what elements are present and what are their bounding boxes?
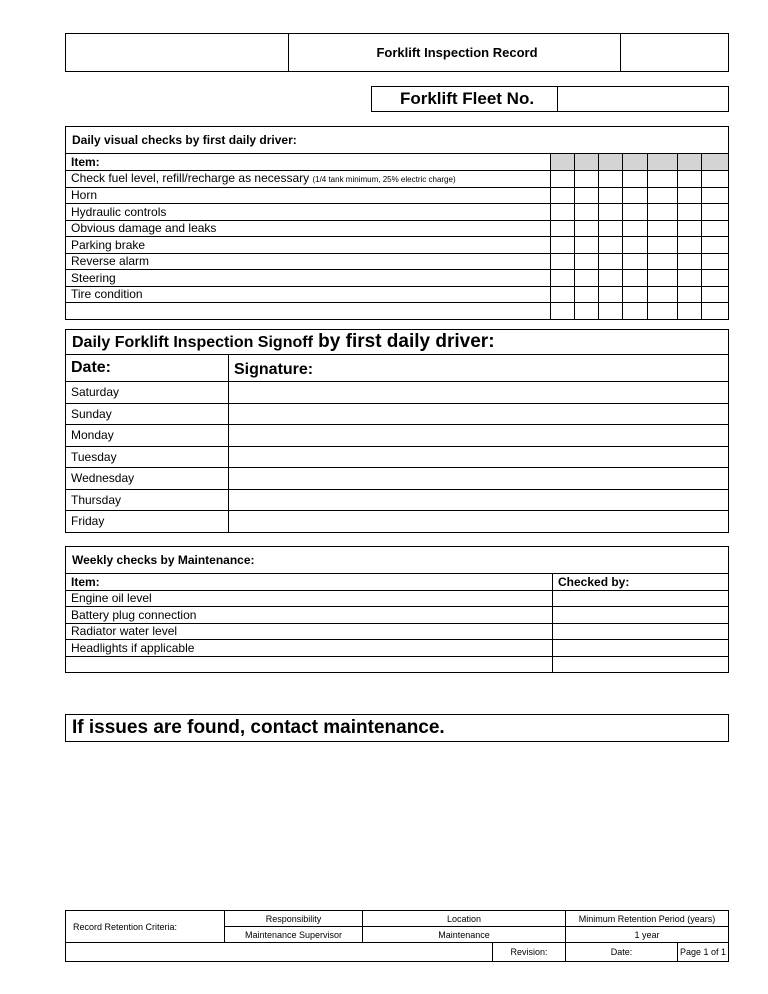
responsibility-value: Maintenance Supervisor	[225, 927, 363, 943]
weekly-check-item: Engine oil level	[66, 590, 553, 607]
signature-field[interactable]	[229, 446, 729, 468]
check-box-cell[interactable]	[678, 253, 702, 270]
weekly-check-row	[66, 590, 729, 607]
signoff-title-sub: by first daily driver:	[312, 331, 495, 352]
signoff-day: Saturday	[66, 382, 229, 404]
check-box-cell[interactable]	[598, 220, 622, 237]
check-box-cell[interactable]	[647, 253, 678, 270]
check-box-cell[interactable]	[598, 237, 622, 254]
check-box-cell[interactable]	[622, 237, 647, 254]
daily-check-item	[66, 303, 551, 320]
daily-check-item	[66, 237, 551, 254]
daily-check-row	[66, 237, 729, 254]
retention-period-label: Minimum Retention Period (years)	[566, 911, 729, 927]
daily-check-row	[66, 303, 729, 320]
weekly-check-item: Battery plug connection	[66, 607, 553, 624]
check-box-cell[interactable]	[647, 220, 678, 237]
weekly-item-header: Item:	[66, 574, 553, 591]
check-box-cell[interactable]	[622, 170, 647, 187]
daily-checks-table	[65, 126, 729, 320]
checked-by-field[interactable]	[553, 590, 729, 607]
header-left-cell	[66, 34, 289, 72]
signoff-row	[66, 468, 729, 490]
signoff-row	[66, 446, 729, 468]
fleet-number-field[interactable]	[558, 87, 729, 112]
check-box-cell[interactable]	[678, 170, 702, 187]
check-box-cell[interactable]	[622, 253, 647, 270]
daily-check-item	[66, 204, 551, 221]
check-box-cell[interactable]	[622, 220, 647, 237]
weekly-check-row	[66, 623, 729, 640]
daily-check-item	[66, 253, 551, 270]
check-box-cell[interactable]	[598, 253, 622, 270]
signoff-day: Monday	[66, 425, 229, 447]
location-label: Location	[363, 911, 566, 927]
daily-check-label: Parking brake	[71, 237, 146, 252]
daily-check-item	[66, 170, 551, 187]
check-box-cell[interactable]	[702, 303, 729, 320]
check-box-cell[interactable]	[551, 220, 575, 237]
check-box-cell[interactable]	[575, 187, 599, 204]
daily-check-row	[66, 204, 729, 221]
check-box-cell[interactable]	[622, 286, 647, 303]
check-box-cell[interactable]	[575, 253, 599, 270]
signoff-day: Wednesday	[66, 468, 229, 490]
retention-period-value: 1 year	[566, 927, 729, 943]
check-box-cell[interactable]	[678, 286, 702, 303]
weekly-checks-table	[65, 546, 729, 673]
check-box-cell[interactable]	[702, 253, 729, 270]
daily-check-label: Tire condition	[71, 287, 143, 302]
check-column-header	[702, 154, 729, 171]
check-column-header	[622, 154, 647, 171]
checked-by-field[interactable]	[553, 623, 729, 640]
daily-check-row	[66, 220, 729, 237]
check-box-cell[interactable]	[702, 237, 729, 254]
check-box-cell[interactable]	[551, 253, 575, 270]
check-box-cell[interactable]	[702, 286, 729, 303]
signature-header: Signature:	[229, 355, 729, 382]
check-column-header	[551, 154, 575, 171]
daily-check-label: Hydraulic controls	[71, 204, 167, 219]
revision-label: Revision:	[493, 943, 566, 962]
check-box-cell[interactable]	[702, 170, 729, 187]
weekly-check-item: Radiator water level	[66, 623, 553, 640]
signoff-row	[66, 511, 729, 533]
check-box-cell[interactable]	[551, 286, 575, 303]
check-box-cell[interactable]	[598, 270, 622, 287]
check-box-cell[interactable]	[647, 187, 678, 204]
weekly-check-row	[66, 656, 729, 673]
check-box-cell[interactable]	[551, 187, 575, 204]
check-box-cell[interactable]	[598, 303, 622, 320]
signoff-day: Thursday	[66, 489, 229, 511]
daily-check-label: Steering	[71, 270, 116, 285]
signature-field[interactable]	[229, 468, 729, 490]
check-box-cell[interactable]	[678, 204, 702, 221]
check-box-cell[interactable]	[575, 237, 599, 254]
document-title: Forklift Inspection Record	[289, 34, 621, 72]
daily-check-item	[66, 286, 551, 303]
check-box-cell[interactable]	[575, 220, 599, 237]
signature-field[interactable]	[229, 511, 729, 533]
daily-check-label: Reverse alarm	[71, 254, 150, 269]
daily-check-row	[66, 170, 729, 187]
checked-by-field[interactable]	[553, 656, 729, 673]
location-value: Maintenance	[363, 927, 566, 943]
check-box-cell[interactable]	[702, 204, 729, 221]
signature-field[interactable]	[229, 489, 729, 511]
daily-check-row	[66, 253, 729, 270]
check-column-header	[647, 154, 678, 171]
retention-criteria-label: Record Retention Criteria:	[66, 911, 225, 943]
signature-field[interactable]	[229, 403, 729, 425]
signoff-title	[66, 330, 729, 355]
check-box-cell[interactable]	[702, 220, 729, 237]
signoff-row	[66, 382, 729, 404]
issues-notice: If issues are found, contact maintenance.	[65, 714, 729, 742]
daily-item-header: Item:	[66, 154, 551, 171]
check-box-cell[interactable]	[622, 270, 647, 287]
daily-check-row	[66, 187, 729, 204]
page-number: Page 1 of 1	[678, 943, 729, 962]
check-column-header	[598, 154, 622, 171]
check-box-cell[interactable]	[702, 187, 729, 204]
check-box-cell[interactable]	[598, 204, 622, 221]
weekly-check-item	[66, 656, 553, 673]
signoff-row	[66, 403, 729, 425]
check-box-cell[interactable]	[551, 170, 575, 187]
daily-check-row	[66, 286, 729, 303]
check-box-cell[interactable]	[678, 220, 702, 237]
check-box-cell[interactable]	[551, 204, 575, 221]
check-box-cell[interactable]	[678, 237, 702, 254]
check-box-cell[interactable]	[647, 303, 678, 320]
fleet-number-table	[371, 86, 729, 112]
check-box-cell[interactable]	[647, 270, 678, 287]
daily-check-item	[66, 187, 551, 204]
check-box-cell[interactable]	[575, 270, 599, 287]
footer-blank-cell	[66, 943, 493, 962]
check-box-cell[interactable]	[647, 170, 678, 187]
check-box-cell[interactable]	[647, 286, 678, 303]
check-box-cell[interactable]	[622, 187, 647, 204]
check-box-cell[interactable]	[702, 270, 729, 287]
weekly-check-item: Headlights if applicable	[66, 640, 553, 657]
check-box-cell[interactable]	[598, 286, 622, 303]
weekly-check-row	[66, 640, 729, 657]
check-box-cell[interactable]	[647, 204, 678, 221]
signoff-day: Sunday	[66, 403, 229, 425]
check-box-cell[interactable]	[551, 270, 575, 287]
check-box-cell[interactable]	[551, 303, 575, 320]
daily-checks-title: Daily visual checks by first daily driver:	[66, 127, 729, 154]
check-box-cell[interactable]	[575, 170, 599, 187]
date-label: Date:	[566, 943, 678, 962]
check-box-cell[interactable]	[551, 237, 575, 254]
daily-check-note: (1/4 tank minimum, 25% electric charge)	[312, 174, 456, 184]
header-right-cell	[621, 34, 729, 72]
check-box-cell[interactable]	[647, 237, 678, 254]
check-box-cell[interactable]	[622, 204, 647, 221]
signoff-row	[66, 489, 729, 511]
check-box-cell[interactable]	[678, 270, 702, 287]
daily-check-label: Horn	[71, 188, 98, 203]
check-column-header	[678, 154, 702, 171]
signature-field[interactable]	[229, 382, 729, 404]
check-column-header	[575, 154, 599, 171]
checked-by-field[interactable]	[553, 640, 729, 657]
check-box-cell[interactable]	[575, 286, 599, 303]
checked-by-field[interactable]	[553, 607, 729, 624]
signoff-day: Tuesday	[66, 446, 229, 468]
check-box-cell[interactable]	[678, 303, 702, 320]
date-header: Date:	[66, 355, 229, 382]
daily-check-item	[66, 220, 551, 237]
check-box-cell[interactable]	[575, 303, 599, 320]
check-box-cell[interactable]	[575, 204, 599, 221]
header-table	[65, 33, 729, 72]
signature-field[interactable]	[229, 425, 729, 447]
signoff-row	[66, 425, 729, 447]
check-box-cell[interactable]	[598, 187, 622, 204]
check-box-cell[interactable]	[622, 303, 647, 320]
daily-check-label: Obvious damage and leaks	[71, 221, 217, 236]
signoff-day: Friday	[66, 511, 229, 533]
daily-check-row	[66, 270, 729, 287]
daily-check-label: Check fuel level, refill/recharge as necessary	[71, 170, 310, 185]
check-box-cell[interactable]	[678, 187, 702, 204]
weekly-check-row	[66, 607, 729, 624]
checked-by-header: Checked by:	[553, 574, 729, 591]
signoff-table	[65, 329, 729, 533]
signoff-title-main: Daily Forklift Inspection Signoff	[72, 334, 313, 351]
footer-table	[65, 910, 729, 962]
weekly-checks-title: Weekly checks by Maintenance:	[66, 547, 729, 574]
check-box-cell[interactable]	[598, 170, 622, 187]
fleet-number-label: Forklift Fleet No.	[372, 87, 558, 112]
daily-check-item	[66, 270, 551, 287]
responsibility-label: Responsibility	[225, 911, 363, 927]
